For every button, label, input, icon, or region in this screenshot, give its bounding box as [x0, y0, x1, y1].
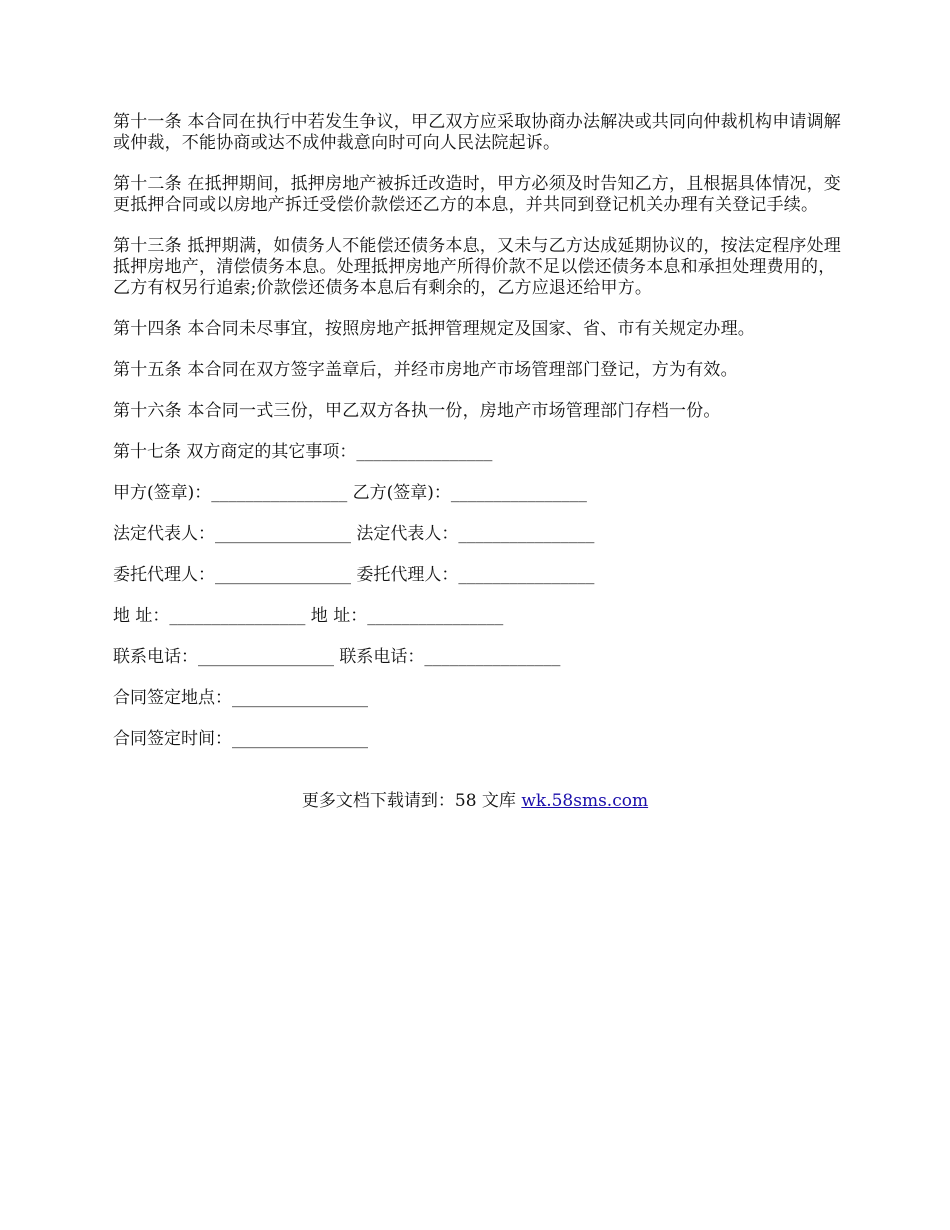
clause-15: 第十五条 本合同在双方签字盖章后，并经市房地产市场管理部门登记，方为有效。 — [113, 360, 738, 380]
document-body — [113, 112, 843, 770]
clause-14: 第十四条 本合同未尽事宜，按照房地产抵押管理规定及国家、省、市有关规定办理。 — [113, 319, 756, 339]
clause-16: 第十六条 本合同一式三份，甲乙双方各执一份，房地产市场管理部门存档一份。 — [113, 401, 721, 421]
clause-13: 第十三条 抵押期满，如债务人不能偿还债务本息，又未与乙方达成延期协议的，按法定程序处理抵押房地产，清偿债务本息。处理抵押房地产所得价款不足以偿还债务本息和承担处理费用的，乙方有权另行追索;价款偿还债务本息后有剩余的，乙方应退还给甲方。 — [113, 236, 842, 298]
clause-12: 第十二条 在抵押期间，抵押房地产被拆迁改造时，甲方必须及时告知乙方，且根据具体情况，变更抵押合同或以房地产拆迁受偿价款偿还乙方的本息，并共同到登记机关办理有关登记手续。 — [113, 174, 842, 215]
legal-representative-line: 法定代表人：________________ 法定代表人：________________ — [113, 524, 595, 544]
clause-11: 第十一条 本合同在执行中若发生争议，甲乙双方应采取协商办法解决或共同向仲裁机构申请调解或仲裁，不能协商或达不成仲裁意向时可向人民法院起诉。 — [113, 112, 842, 153]
footer-link[interactable]: wk.58sms.com — [521, 791, 649, 811]
signing-time-line: 合同签定时间：________________ — [113, 729, 368, 749]
phone-line: 联系电话：________________ 联系电话：________________ — [113, 647, 561, 667]
authorized-agent-line: 委托代理人：________________ 委托代理人：________________ — [113, 565, 595, 585]
footer-text: 更多文档下载请到：58 文库 — [301, 791, 522, 811]
footer — [0, 791, 950, 812]
signature-line: 甲方(签章)：________________ 乙方(签章)：________________ — [113, 483, 587, 503]
signing-place-line: 合同签定地点：________________ — [113, 688, 368, 708]
clause-17-other-matters: 第十七条 双方商定的其它事项：________________ — [113, 442, 493, 462]
address-line: 地 址：________________ 地 址：________________ — [113, 606, 504, 626]
